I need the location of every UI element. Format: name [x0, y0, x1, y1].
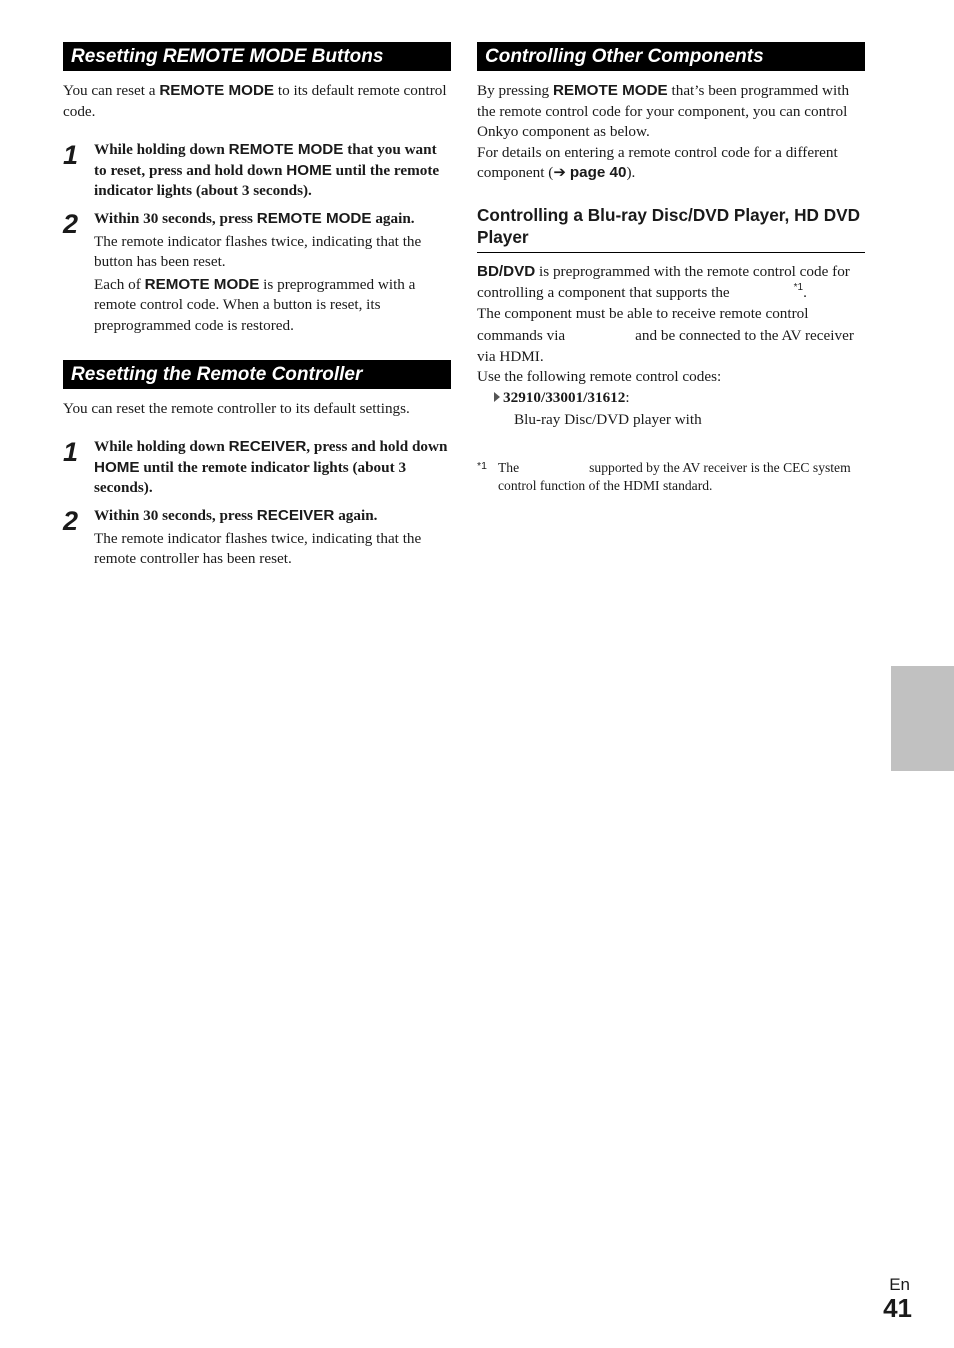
text: : [625, 388, 630, 406]
subsection-heading-bluray: Controlling a Blu-ray Disc/DVD Player, HD DVD Player [477, 204, 865, 253]
text: By pressing [477, 82, 553, 99]
step-number: 1 [63, 437, 79, 468]
footnote [477, 459, 865, 496]
text: until the remote indicator lights (about 3 seconds). [94, 161, 440, 200]
remote-mode-key-label: REMOTE MODE [144, 275, 260, 293]
text: The [498, 459, 520, 475]
text: For details on entering a remote control code for a different component ( [477, 143, 838, 182]
remote-mode-key-label: REMOTE MODE [256, 209, 372, 227]
step-2 [63, 209, 451, 337]
footnote-mark: *1 [477, 459, 487, 472]
chapter-side-tab [891, 666, 954, 771]
intro-paragraph [477, 81, 865, 143]
remote-mode-key-label: REMOTE MODE [552, 82, 668, 99]
text: The component must be able to receive remote control commands via [477, 305, 809, 344]
remote-control-code: 32910/33001/31612 [503, 388, 626, 406]
step-instruction [94, 506, 451, 527]
page-language: En [889, 1275, 910, 1294]
text: again. [334, 506, 378, 524]
text: Each of [94, 275, 145, 293]
text: While holding down [94, 438, 229, 456]
step-instruction [94, 140, 451, 202]
text: Within 30 seconds, press [94, 209, 257, 227]
home-key-label: HOME [286, 161, 332, 179]
text: Within 30 seconds, press [94, 506, 257, 524]
step-instruction [94, 209, 451, 230]
footnote-text [498, 459, 865, 496]
text: supported by the AV receiver is the CEC system control function of the HDMI standard. [498, 459, 851, 494]
bd-dvd-paragraph [477, 261, 865, 367]
step-instruction [94, 437, 451, 499]
footnote-ref: *1 [793, 282, 804, 294]
text: and be connected to the AV receiver via HDMI. [477, 326, 854, 365]
text: , press and hold down [306, 438, 448, 456]
step-1 [63, 437, 451, 499]
intro-paragraph: You can reset the remote controller to its default settings. [63, 399, 410, 417]
step-detail: The remote indicator flashes twice, indicating that the remote controller has been reset. [94, 529, 422, 568]
section-title-resetting-remote-controller: Resetting the Remote Controller [63, 360, 451, 389]
text: that you want to reset, press and hold down [94, 141, 437, 179]
section-title-controlling-other-components: Controlling Other Components [477, 42, 865, 71]
step-detail: The remote indicator flashes twice, indicating that the button has been reset. [94, 232, 422, 271]
section-title-resetting-remote-mode: Resetting REMOTE MODE Buttons [63, 42, 451, 71]
text: again. [371, 209, 415, 227]
left-column [63, 42, 451, 570]
code-description: Blu-ray Disc/DVD player with [514, 411, 702, 429]
receiver-key-label: RECEIVER [228, 438, 307, 456]
remote-mode-key-label: REMOTE MODE [228, 141, 344, 159]
text: is preprogrammed with the remote control code for controlling a component that supports the [477, 262, 850, 302]
text: While holding down [94, 141, 229, 159]
triangle-bullet-icon [494, 392, 500, 402]
step-1 [63, 140, 451, 202]
text: that’s been programmed with the remote control code for your component, you can control Onkyo component as below. [477, 82, 850, 141]
text: . [803, 284, 807, 302]
step-detail [94, 275, 451, 337]
codes-intro: Use the following remote control codes: [477, 367, 722, 385]
text: You can reset a [63, 82, 160, 99]
cross-reference-paragraph [477, 143, 865, 184]
text: to its default remote control code. [63, 82, 447, 120]
text: until the remote indicator lights (about 3 seconds). [94, 458, 407, 497]
home-key-label: HOME [94, 458, 140, 476]
step-number: 1 [63, 140, 79, 171]
step-number: 2 [63, 505, 79, 536]
text: ). [626, 164, 636, 182]
page-40-link[interactable]: page 40 [569, 164, 627, 182]
receiver-key-label: RECEIVER [256, 506, 335, 524]
step-2 [63, 506, 451, 570]
intro-paragraph [63, 81, 451, 122]
step-number: 2 [63, 208, 79, 239]
remote-mode-key-label: REMOTE MODE [159, 82, 275, 99]
page-number: 41 [883, 1293, 912, 1323]
bd-dvd-key-label: BD/DVD [477, 262, 536, 280]
right-column [477, 42, 865, 496]
arrow-icon: ➔ [553, 164, 567, 182]
text: is preprogrammed with a remote control code. When a button is reset, its preprogrammed code is restored. [94, 275, 416, 334]
code-line [477, 388, 865, 409]
